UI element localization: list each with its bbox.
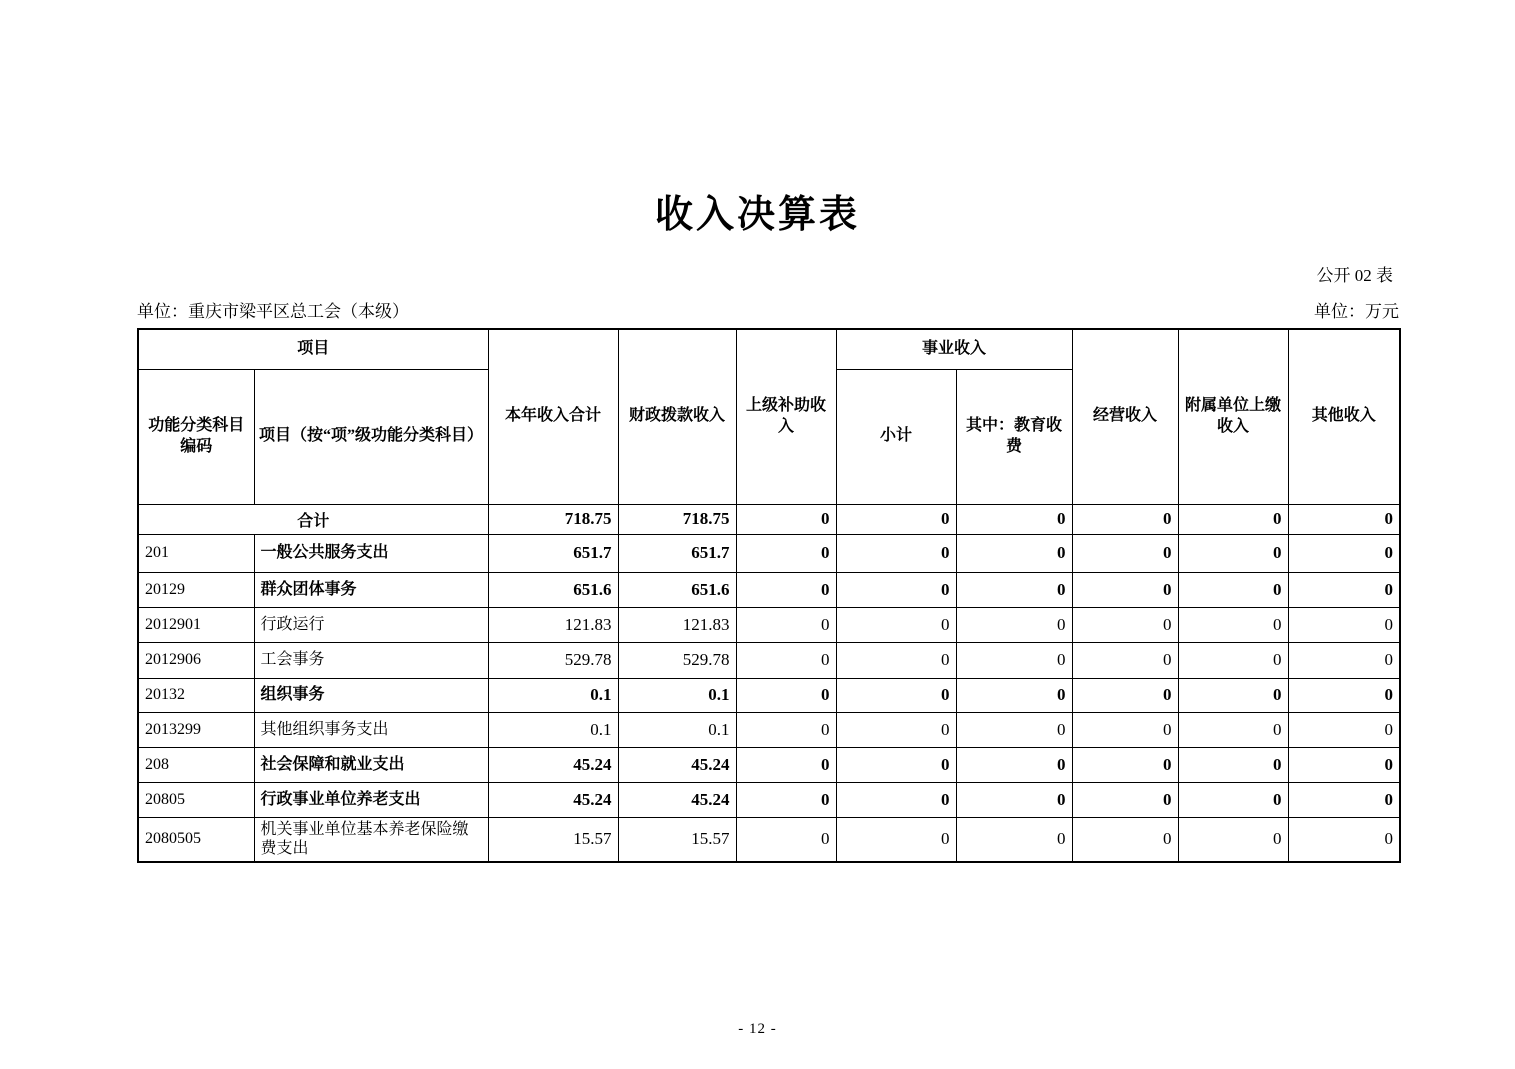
cell-superior: 0	[736, 747, 836, 782]
cell-fiscal: 718.75	[618, 504, 736, 534]
cell-operating: 0	[1072, 712, 1178, 747]
cell-function-code: 201	[138, 534, 254, 572]
cell-item-name: 组织事务	[254, 678, 488, 712]
header-total-revenue: 本年收入合计	[488, 329, 618, 504]
cell-affiliated: 0	[1178, 817, 1288, 862]
cell-function-code: 2012906	[138, 642, 254, 678]
cell-affiliated: 0	[1178, 572, 1288, 607]
table-header	[138, 329, 1400, 504]
header-affiliated-revenue: 附属单位上缴收入	[1178, 329, 1288, 504]
table-row	[138, 782, 1400, 817]
cell-fiscal: 45.24	[618, 782, 736, 817]
cell-other: 0	[1288, 782, 1400, 817]
cell-affiliated: 0	[1178, 712, 1288, 747]
cell-item-name: 工会事务	[254, 642, 488, 678]
row-name: 合计	[138, 504, 488, 534]
cell-other: 0	[1288, 817, 1400, 862]
cell-total: 651.6	[488, 572, 618, 607]
cell-superior: 0	[736, 712, 836, 747]
cell-superior: 0	[736, 817, 836, 862]
cell-education: 0	[956, 607, 1072, 642]
cell-fiscal: 15.57	[618, 817, 736, 862]
cell-subtotal: 0	[836, 642, 956, 678]
cell-fiscal: 0.1	[618, 712, 736, 747]
cell-superior: 0	[736, 678, 836, 712]
currency-unit-label: 单位：万元	[1314, 302, 1399, 321]
cell-superior: 0	[736, 534, 836, 572]
cell-operating: 0	[1072, 607, 1178, 642]
cell-fiscal: 45.24	[618, 747, 736, 782]
table-row	[138, 678, 1400, 712]
cell-function-code: 2012901	[138, 607, 254, 642]
cell-subtotal: 0	[836, 712, 956, 747]
cell-operating: 0	[1072, 572, 1178, 607]
cell-superior: 0	[736, 504, 836, 534]
cell-item-name: 行政运行	[254, 607, 488, 642]
table-body	[138, 504, 1400, 862]
header-fiscal-appropriation: 财政拨款收入	[618, 329, 736, 504]
cell-total: 718.75	[488, 504, 618, 534]
cell-total: 529.78	[488, 642, 618, 678]
cell-education: 0	[956, 678, 1072, 712]
cell-function-code: 20132	[138, 678, 254, 712]
cell-education: 0	[956, 782, 1072, 817]
table-row	[138, 817, 1400, 862]
cell-affiliated: 0	[1178, 642, 1288, 678]
cell-subtotal: 0	[836, 817, 956, 862]
cell-education: 0	[956, 747, 1072, 782]
cell-operating: 0	[1072, 817, 1178, 862]
header-operating-revenue: 经营收入	[1072, 329, 1178, 504]
cell-operating: 0	[1072, 642, 1178, 678]
table-row	[138, 572, 1400, 607]
cell-subtotal: 0	[836, 678, 956, 712]
cell-fiscal: 529.78	[618, 642, 736, 678]
page-title: 收入决算表	[654, 194, 860, 236]
table-row	[138, 607, 1400, 642]
cell-education: 0	[956, 642, 1072, 678]
cell-subtotal: 0	[836, 534, 956, 572]
cell-operating: 0	[1072, 504, 1178, 534]
header-superior-subsidy: 上级补助收入	[736, 329, 836, 504]
cell-affiliated: 0	[1178, 504, 1288, 534]
unit-name-label: 单位：重庆市梁平区总工会（本级）	[137, 302, 409, 321]
cell-superior: 0	[736, 782, 836, 817]
cell-other: 0	[1288, 504, 1400, 534]
cell-other: 0	[1288, 712, 1400, 747]
cell-education: 0	[956, 817, 1072, 862]
cell-total: 121.83	[488, 607, 618, 642]
cell-other: 0	[1288, 747, 1400, 782]
cell-affiliated: 0	[1178, 678, 1288, 712]
cell-subtotal: 0	[836, 572, 956, 607]
cell-function-code: 20805	[138, 782, 254, 817]
table-row	[138, 642, 1400, 678]
cell-item-name: 机关事业单位基本养老保险缴费支出	[254, 817, 488, 862]
header-business-revenue-group: 事业收入	[836, 329, 1072, 369]
cell-operating: 0	[1072, 747, 1178, 782]
cell-total: 0.1	[488, 678, 618, 712]
cell-affiliated: 0	[1178, 747, 1288, 782]
cell-item-name: 社会保障和就业支出	[254, 747, 488, 782]
table-row	[138, 712, 1400, 747]
header-item-name: 项目（按“项”级功能分类科目）	[254, 369, 488, 504]
header-other-revenue: 其他收入	[1288, 329, 1400, 504]
header-function-code: 功能分类科目编码	[138, 369, 254, 504]
cell-fiscal: 651.7	[618, 534, 736, 572]
cell-function-code: 208	[138, 747, 254, 782]
cell-other: 0	[1288, 642, 1400, 678]
cell-other: 0	[1288, 572, 1400, 607]
cell-affiliated: 0	[1178, 782, 1288, 817]
cell-other: 0	[1288, 678, 1400, 712]
header-business-subtotal: 小计	[836, 369, 956, 504]
cell-function-code: 2013299	[138, 712, 254, 747]
table-row-total	[138, 504, 1400, 534]
cell-fiscal: 651.6	[618, 572, 736, 607]
page-number: - 12 -	[738, 1021, 777, 1037]
cell-education: 0	[956, 712, 1072, 747]
cell-fiscal: 0.1	[618, 678, 736, 712]
cell-superior: 0	[736, 572, 836, 607]
cell-affiliated: 0	[1178, 534, 1288, 572]
header-project-group: 项目	[138, 329, 488, 369]
cell-fiscal: 121.83	[618, 607, 736, 642]
cell-item-name: 其他组织事务支出	[254, 712, 488, 747]
cell-total: 45.24	[488, 782, 618, 817]
cell-other: 0	[1288, 607, 1400, 642]
table-row	[138, 747, 1400, 782]
cell-function-code: 2080505	[138, 817, 254, 862]
cell-item-name: 一般公共服务支出	[254, 534, 488, 572]
cell-subtotal: 0	[836, 607, 956, 642]
cell-subtotal: 0	[836, 782, 956, 817]
cell-affiliated: 0	[1178, 607, 1288, 642]
header-education-fee: 其中：教育收费	[956, 369, 1072, 504]
cell-total: 0.1	[488, 712, 618, 747]
cell-education: 0	[956, 534, 1072, 572]
cell-item-name: 行政事业单位养老支出	[254, 782, 488, 817]
cell-item-name: 群众团体事务	[254, 572, 488, 607]
table-number-label: 公开 02 表	[1316, 266, 1393, 285]
revenue-table	[137, 328, 1401, 863]
cell-operating: 0	[1072, 534, 1178, 572]
cell-subtotal: 0	[836, 504, 956, 534]
cell-superior: 0	[736, 642, 836, 678]
cell-total: 15.57	[488, 817, 618, 862]
cell-superior: 0	[736, 607, 836, 642]
cell-subtotal: 0	[836, 747, 956, 782]
unit-line	[137, 297, 1399, 322]
table-row	[138, 534, 1400, 572]
cell-education: 0	[956, 572, 1072, 607]
cell-operating: 0	[1072, 678, 1178, 712]
cell-other: 0	[1288, 534, 1400, 572]
cell-total: 651.7	[488, 534, 618, 572]
cell-education: 0	[956, 504, 1072, 534]
cell-function-code: 20129	[138, 572, 254, 607]
cell-total: 45.24	[488, 747, 618, 782]
cell-operating: 0	[1072, 782, 1178, 817]
